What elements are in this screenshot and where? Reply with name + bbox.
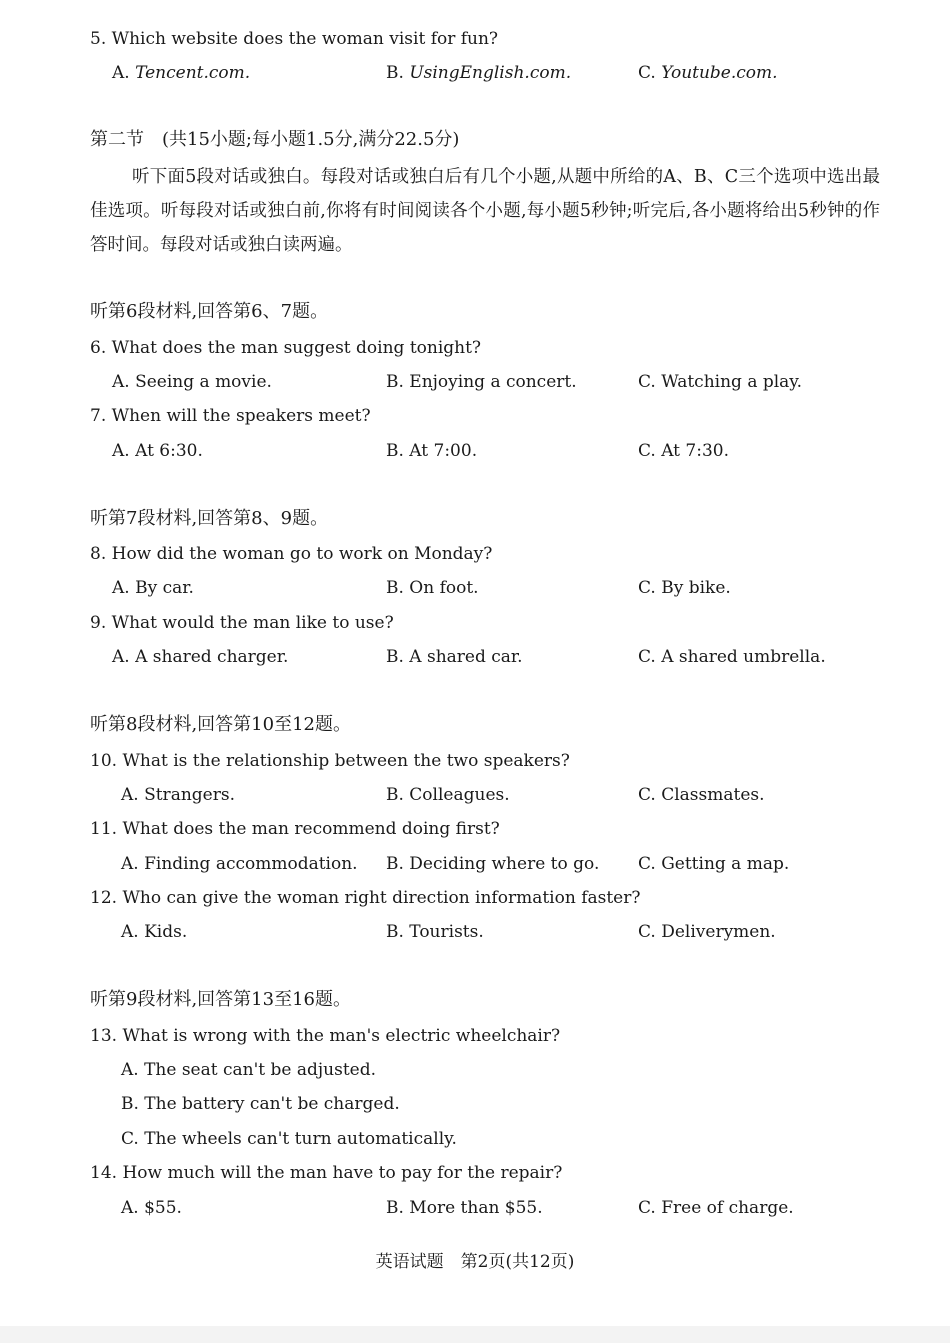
question-9-stem: 9. What would the man like to use?	[90, 613, 394, 633]
material-8-heading: 听第8段材料,回答第10至12题。	[90, 714, 351, 735]
question-12-option-b: B. Tourists.	[386, 922, 484, 942]
question-13-option-b: B. The battery can't be charged.	[121, 1094, 400, 1114]
question-11-option-a: A. Finding accommodation.	[121, 854, 358, 874]
question-11-stem: 11. What does the man recommend doing first?	[90, 819, 500, 839]
question-10-option-a: A. Strangers.	[121, 785, 235, 805]
question-10-option-b: B. Colleagues.	[386, 785, 510, 805]
question-11-option-b: B. Deciding where to go.	[386, 854, 600, 874]
question-12-option-a: A. Kids.	[121, 922, 188, 942]
section-2-title: 第二节 (共15小题;每小题1.5分,满分22.5分)	[90, 129, 460, 150]
question-8-stem: 8. How did the woman go to work on Monday?	[90, 544, 493, 564]
material-6-heading: 听第6段材料,回答第6、7题。	[90, 301, 329, 322]
question-8-option-b: B. On foot.	[386, 578, 479, 598]
question-5-option-b: B. UsingEnglish.com.	[386, 63, 572, 83]
question-10-option-c: C. Classmates.	[638, 785, 765, 805]
question-9-option-a: A. A shared charger.	[112, 647, 289, 667]
question-11-option-c: C. Getting a map.	[638, 854, 790, 874]
question-12-option-c: C. Deliverymen.	[638, 922, 776, 942]
question-14-option-a: A. $55.	[121, 1198, 182, 1218]
question-5-stem: 5. Which website does the woman visit for fun?	[90, 29, 499, 49]
page-footer: 英语试题 第2页(共12页)	[375, 1252, 575, 1272]
question-8-option-a: A. By car.	[112, 578, 194, 598]
question-10-stem: 10. What is the relationship between the two speakers?	[90, 751, 570, 771]
question-6-option-a: A. Seeing a movie.	[112, 372, 272, 392]
question-6-option-c: C. Watching a play.	[638, 372, 803, 392]
question-6-option-b: B. Enjoying a concert.	[386, 372, 577, 392]
section-2-instructions: 听下面5段对话或独白。每段对话或独白后有几个小题,从题中所给的A、B、C三个选项中选出最佳选项。听每段对话或独白前,你将有时间阅读各个小题,每小题5秒钟;听完后,各小题将给出5秒钟的作答时间。每段对话或独白读两遍。	[90, 167, 880, 255]
question-13-stem: 13. What is wrong with the man's electric wheelchair?	[90, 1026, 561, 1046]
material-7-heading: 听第7段材料,回答第8、9题。	[90, 508, 329, 529]
question-12-stem: 12. Who can give the woman right direction information faster?	[90, 888, 641, 908]
question-6-stem: 6. What does the man suggest doing tonight?	[90, 338, 482, 358]
question-9-option-b: B. A shared car.	[386, 647, 523, 667]
question-7-option-a: A. At 6:30.	[112, 441, 203, 461]
question-5-option-c: C. Youtube.com.	[638, 63, 778, 83]
question-7-option-b: B. At 7:00.	[386, 441, 478, 461]
question-13-option-c: C. The wheels can't turn automatically.	[121, 1129, 457, 1149]
question-14-option-b: B. More than $55.	[386, 1198, 543, 1218]
question-13-option-a: A. The seat can't be adjusted.	[121, 1060, 376, 1080]
question-5-option-a: A. Tencent.com.	[112, 63, 251, 83]
question-8-option-c: C. By bike.	[638, 578, 731, 598]
question-14-stem: 14. How much will the man have to pay for the repair?	[90, 1163, 563, 1183]
material-9-heading: 听第9段材料,回答第13至16题。	[90, 989, 351, 1010]
question-14-option-c: C. Free of charge.	[638, 1198, 794, 1218]
question-9-option-c: C. A shared umbrella.	[638, 647, 826, 667]
question-7-option-c: C. At 7:30.	[638, 441, 730, 461]
question-7-stem: 7. When will the speakers meet?	[90, 406, 371, 426]
scan-bottom-edge	[0, 1326, 950, 1343]
